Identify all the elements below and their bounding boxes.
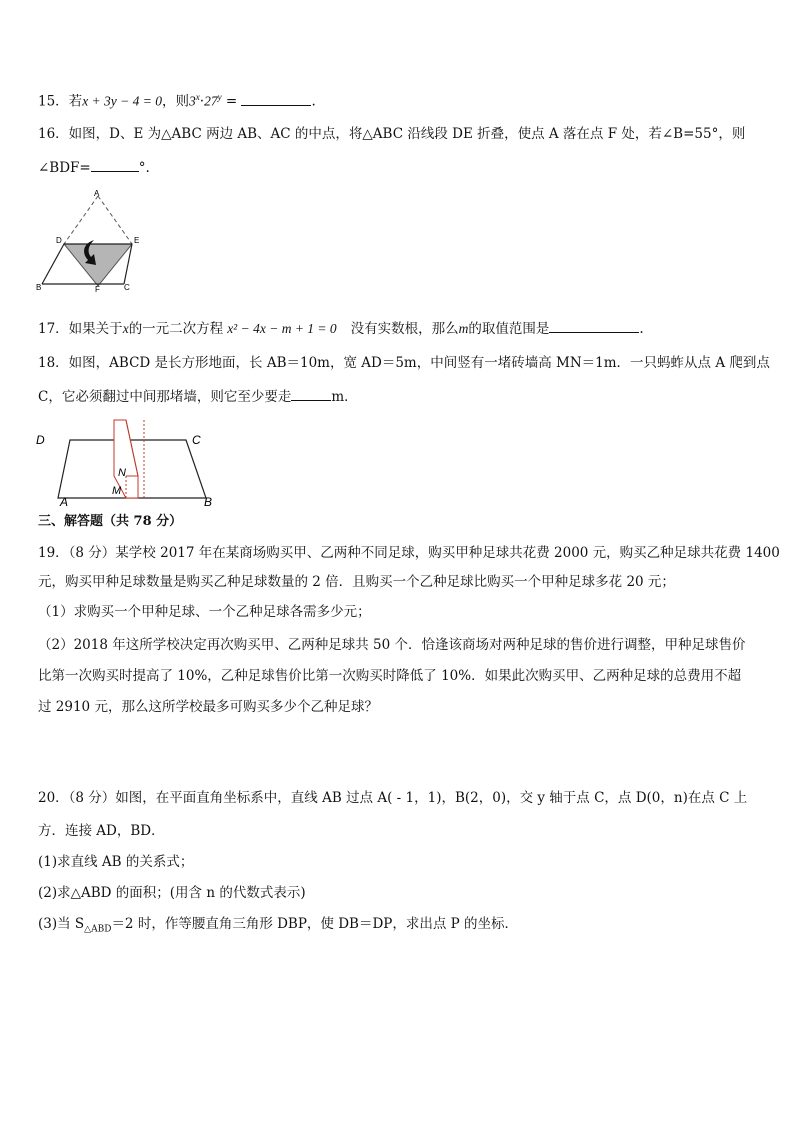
q15-dot: · — [199, 93, 205, 110]
label-d: D — [36, 433, 45, 447]
section-3-heading: 三、解答题（共 78 分） — [38, 514, 183, 529]
question-19-line2: 元，购买甲种足球数量是购买乙种足球数量的 2 倍．且购买一个乙种足球比购买一个甲种足球多花 20 元； — [38, 574, 675, 590]
label-f: F — [95, 285, 100, 292]
dashed-edge-ae — [98, 196, 132, 244]
question-15 — [38, 88, 756, 111]
label-b: B — [36, 283, 42, 292]
q16-answer-blank[interactable] — [91, 157, 139, 172]
q15-base1: 3 — [189, 93, 196, 109]
q16-degree: °. — [138, 160, 150, 176]
q15-base2: 27 — [204, 93, 218, 109]
question-18-line1: 18．如图，ABCD 是长方形地面，长 AB＝10m，宽 AD＝5m，中间竖有一堵砖墙高 MN＝1m．一只蚂蚱从点 A 爬到点 — [38, 355, 770, 371]
q15-exp2: y — [217, 92, 222, 102]
edge-db — [42, 244, 64, 284]
q20-area-subscript: △ABD — [84, 924, 112, 935]
q17-prefix: 17．如果关于 — [38, 321, 123, 337]
rectangle-wall-figure — [34, 414, 218, 510]
question-17 — [38, 318, 756, 338]
q17-var-x: x — [122, 321, 129, 336]
q20-part3-post: ＝2 时，作等腰直角三角形 DBP，使 DB＝DP，求出点 P 的坐标． — [111, 916, 519, 932]
label-e: E — [134, 236, 140, 245]
question-20-part3 — [38, 915, 756, 939]
question-19-part1: （1）求购买一个甲种足球、一个乙种足球各需多少元； — [38, 604, 371, 620]
question-20-line1: 20．（8 分）如图，在平面直角坐标系中，直线 AB 过点 A( - 1，1)，B(2，0)，交 y 轴于点 C，点 D(0，n)在点 C 上 — [38, 790, 748, 806]
dashed-edge-ad — [64, 196, 98, 244]
q17-end: . — [639, 321, 644, 337]
q20-part3-pre: (3)当 S — [38, 916, 85, 932]
question-20-part1: (1)求直线 AB 的关系式； — [38, 854, 194, 870]
q18-unit: m． — [331, 389, 358, 405]
question-16-line1: 16．如图，D、E 为△ABC 两边 AB、AC 的中点，将△ABC 沿线段 DE 折叠，使点 A 落在点 F 处，若∠B=55°，则 — [38, 126, 746, 142]
question-19-part2-line3: 过 2910 元，那么这所学校最多可购买多少个乙种足球？ — [38, 699, 378, 715]
label-b: B — [204, 495, 213, 509]
label-d: D — [56, 236, 62, 245]
question-19-line1: 19．（8 分）某学校 2017 年在某商场购买甲、乙两种不同足球，购买甲种足球共花费 2000 元，购买乙种足球共花费 1400 — [38, 545, 780, 561]
q17-answer-blank[interactable] — [549, 318, 639, 333]
q16-angle-label: ∠BDF= — [38, 160, 91, 176]
label-n: N — [118, 467, 126, 479]
label-c: C — [192, 433, 201, 447]
q15-exp1: x — [195, 92, 200, 102]
q18-answer-blank[interactable] — [291, 386, 331, 401]
label-a: A — [60, 495, 69, 509]
label-m: M — [112, 485, 122, 497]
label-a: A — [94, 189, 100, 198]
folded-triangle-shaded — [64, 244, 132, 286]
q17-equation: x² − 4x − m + 1 = 0 — [227, 321, 337, 336]
question-18-line2 — [38, 386, 756, 406]
triangle-fold-figure — [36, 186, 140, 292]
q15-eq: = — [221, 93, 238, 110]
q17-tail2: 的取值范围是 — [468, 321, 550, 337]
question-20-line2: 方．连接 AD，BD． — [38, 823, 165, 839]
q17-mid: 的一元二次方程 — [128, 321, 224, 337]
q15-mid: ，则 — [162, 93, 190, 110]
question-19-part2-line1: （2）2018 年这所学校决定再次购买甲、乙两种足球共 50 个．恰逢该商场对两种足球的售价进行调整，甲种足球售价 — [38, 637, 746, 653]
q18-line2-pre: C，它必须翻过中间那堵墙，则它至少要走 — [38, 389, 292, 405]
q15-answer-blank[interactable] — [241, 91, 311, 106]
question-16-line2 — [38, 157, 756, 177]
question-19-part2-line2: 比第一次购买时提高了 10%，乙种足球售价比第一次购买时降低了 10%．如果此次购买甲、乙两种足球的总费用不超 — [38, 668, 742, 684]
q17-tail: 没有实数根，那么 — [350, 321, 459, 337]
label-c: C — [124, 283, 130, 292]
question-20-part2: (2)求△ABD 的面积；(用含 n 的代数式表示) — [38, 885, 306, 901]
q15-equation: x + 3y − 4 = 0 — [82, 93, 163, 109]
q17-var-m: m — [458, 321, 469, 336]
q15-end: . — [311, 93, 316, 110]
q15-prefix: 15．若 — [38, 93, 83, 110]
